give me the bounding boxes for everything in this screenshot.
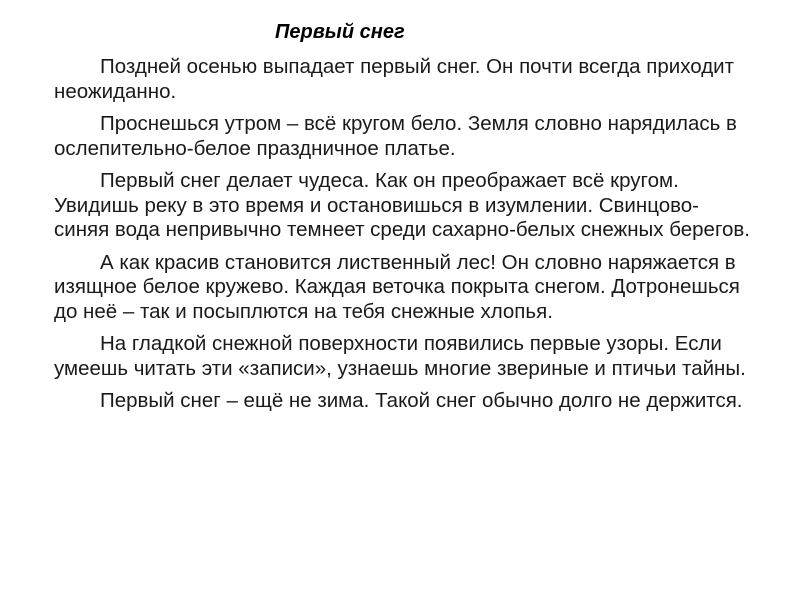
paragraph-5: На гладкой снежной поверхности появились первые узоры. Если умеешь читать эти «записи», узнаешь многие звериные и птичьи тайны. xyxy=(54,332,746,380)
paragraph-4: А как красив становится лиственный лес! Он словно наряжается в изящное белое кружево. Каждая веточка покрыта снегом. Дотронешься до неё – так и посыплются на тебя снежные хлопья. xyxy=(54,250,740,323)
paragraph-6: Первый снег – ещё не зима. Такой снег обычно долго не держится. xyxy=(100,389,743,412)
paragraph-2: Проснешься утром – всё кругом бело. Земля словно нарядилась в ослепительно-белое праздничное платье. xyxy=(54,112,737,160)
paragraph-1: Поздней осенью выпадает первый снег. Он почти всегда приходит неожиданно. xyxy=(54,55,734,103)
paragraph-3: Первый снег делает чудеса. Как он преображает всё кругом. Увидишь реку в это время и остановишься в изумлении. Свинцово-синяя вода непривычно темнеет среди сахарно-белых снежных берегов. xyxy=(54,169,750,241)
document-title: Первый снег xyxy=(275,21,405,43)
document-body xyxy=(54,55,754,422)
